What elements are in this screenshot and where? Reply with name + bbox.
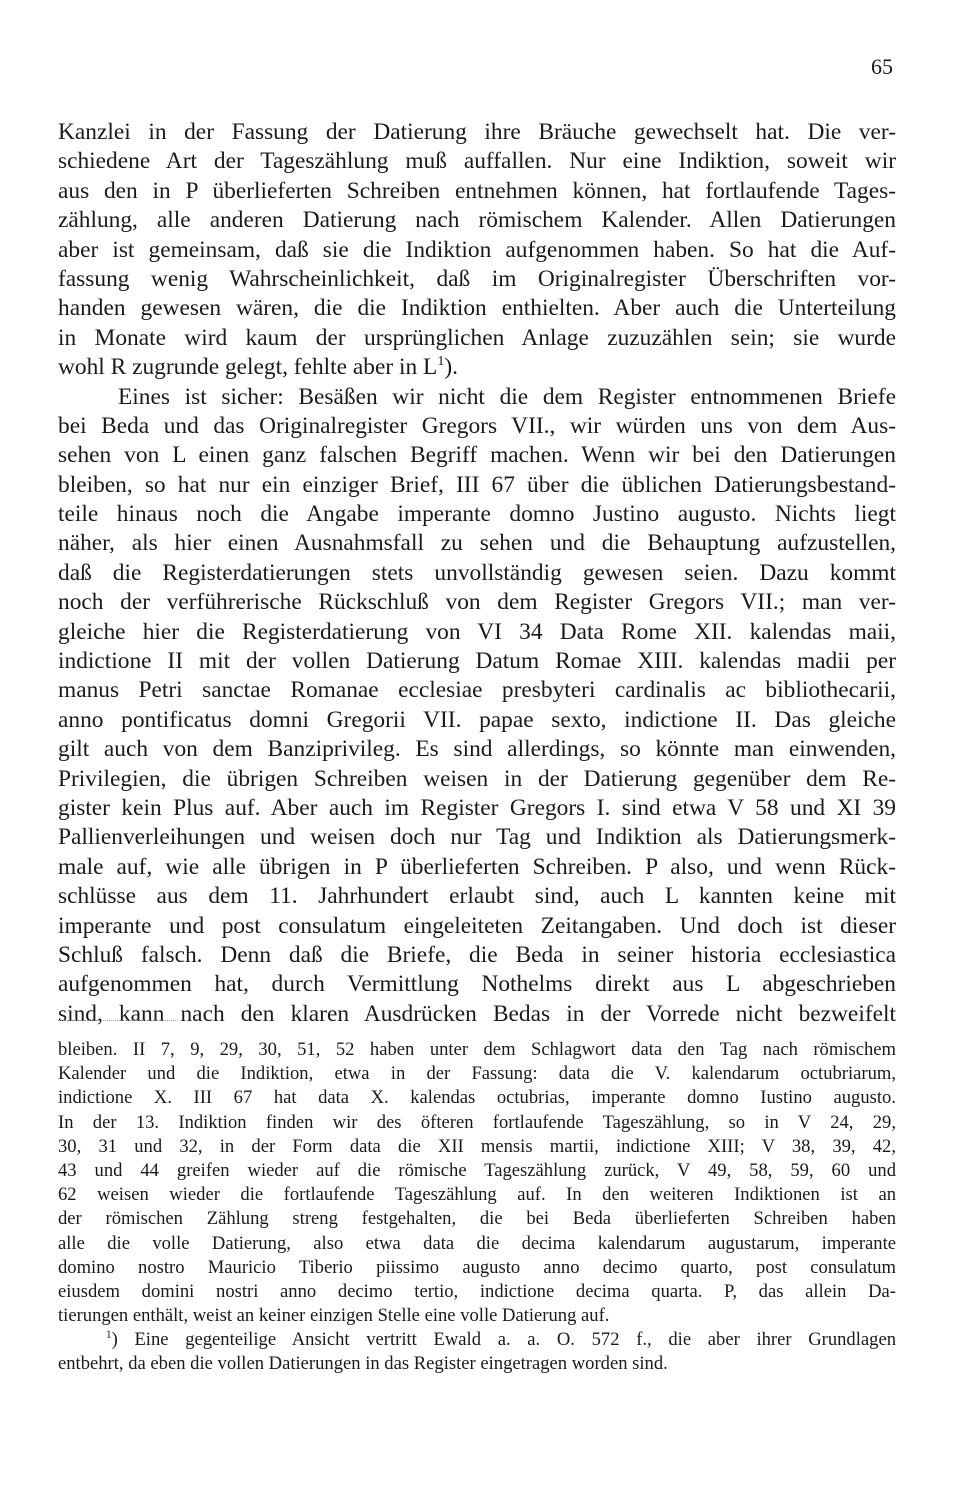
text-line: sind, kann nach den klaren Ausdrücken Bedas in der Vorrede nicht bezweifelt — [58, 1000, 896, 1027]
text-line: gilt auch von dem Banziprivileg. Es sind allerdings, so könnte man einwenden, — [58, 736, 896, 763]
footnote-1-line: entbehrt, da eben die vollen Datierungen in das Register eingetragen worden sind. — [58, 1353, 668, 1375]
text-line: fassung wenig Wahrscheinlichkeit, daß im Originalregister Überschriften vor- — [58, 265, 896, 292]
text-line: aufgenommen hat, durch Vermittlung Nothelms direkt aus L abgeschrieben — [58, 971, 896, 998]
text-line: schiedene Art der Tageszählung muß auffallen. Nur eine Indiktion, soweit wir — [58, 148, 896, 175]
footnote-separator — [58, 1020, 178, 1023]
text-line: indictione II mit der vollen Datierung Datum Romae XIII. kalendas madii per — [58, 648, 896, 675]
text-line: näher, als hier einen Ausnahmsfall zu sehen und die Behauptung aufzustellen, — [58, 530, 896, 557]
text-fragment: ). — [444, 354, 458, 381]
text-line: gleiche hier die Registerdatierung von VI 34 Data Rome XII. kalendas maii, — [58, 618, 896, 645]
text-line: imperante und post consulatum eingeleiteten Zeitangaben. Und doch ist dieser — [58, 912, 896, 939]
footnote-line: Kalender und die Indiktion, etwa in der Fassung: data die V. kalendarum octubriarum, — [58, 1063, 896, 1085]
footnote-line: alle die volle Datierung, also etwa data die decima kalendarum augustarum, imperante — [58, 1232, 896, 1254]
text-line: Privilegien, die übrigen Schreiben weisen in der Datierung gegenüber dem Re- — [58, 765, 896, 792]
text-line — [58, 353, 896, 382]
page-number: 65 — [871, 54, 893, 79]
footnote-line: bleiben. II 7, 9, 29, 30, 51, 52 haben unter dem Schlagwort data den Tag nach römischem — [58, 1039, 896, 1060]
text-line: sehen von L einen ganz falschen Begriff machen. Wenn wir bei den Datierungen — [58, 442, 896, 469]
footnote-line: der römischen Zählung streng festgehalten, die bei Beda überlieferten Schreiben haben — [58, 1208, 896, 1230]
text-line: bei Beda und das Originalregister Gregors VII., wir würden uns von dem Aus- — [58, 412, 896, 439]
text-line: Schluß falsch. Denn daß die Briefe, die Beda in seiner historia ecclesiastica — [58, 941, 896, 968]
footnote-line: 43 und 44 greifen wieder auf die römische Tageszählung zurück, V 49, 58, 59, 60 und — [58, 1159, 896, 1181]
footnote-line: tierungen enthält, weist an keiner einzigen Stelle eine volle Datierung auf. — [58, 1305, 610, 1327]
text-line: handen gewesen wären, die die Indiktion enthielten. Aber auch die Unterteilung — [58, 295, 896, 322]
text-line: aus den in P überlieferten Schreiben entnehmen können, hat fortlaufende Tages- — [58, 177, 896, 204]
text-line: noch der verführerische Rückschluß von dem Register Gregors VII.; man ver- — [58, 589, 896, 616]
text-fragment: wohl R zugrunde gelegt, fehlte aber in L — [58, 354, 438, 381]
main-text — [58, 118, 896, 1029]
footnote-marker: 1 — [106, 1329, 112, 1342]
footnote-line: 30, 31 und 32, in der Form data die XII mensis martii, indictione XIII; V 38, 39, 42, — [58, 1135, 896, 1157]
text-line: Kanzlei in der Fassung der Datierung ihre Bräuche gewechselt hat. Die ver- — [58, 119, 896, 145]
footnote-line: 62 weisen wieder die fortlaufende Tageszählung auf. In den weiteren Indiktionen ist an — [58, 1184, 896, 1206]
text-line: manus Petri sanctae Romanae ecclesiae presbyteri cardinalis ac bibliothecarii, — [58, 677, 896, 704]
text-line: male auf, wie alle übrigen in P überlieferten Schreiben. P also, und wenn Rück- — [58, 853, 896, 880]
footnotes — [58, 1038, 896, 1377]
footnote-ref[interactable]: 1 — [437, 353, 445, 370]
footnote-line: In der 13. Indiktion finden wir des öfteren fortlaufende Tageszählung, so in V 24, 29, — [58, 1111, 896, 1133]
text-line: aber ist gemeinsam, daß sie die Indiktion aufgenommen haben. So hat die Auf- — [58, 236, 896, 263]
footnote-line: eiusdem domini nostri anno decimo tertio, indictione decima quarta. P, das allein Da- — [58, 1280, 896, 1302]
text-line: Pallienverleihungen und weisen doch nur Tag und Indiktion als Datierungsmerk- — [58, 824, 896, 851]
text-line: in Monate wird kaum der ursprünglichen Anlage zuzuzählen sein; sie wurde — [58, 324, 896, 351]
text-line: zählung, alle anderen Datierung nach römischem Kalender. Allen Datierungen — [58, 207, 896, 234]
text-line: bleiben, so hat nur ein einziger Brief, III 67 über die üblichen Datierungsbestand- — [58, 471, 896, 498]
footnote-line: indictione X. III 67 hat data X. kalendas octubrias, imperante domno Iustino augusto. — [58, 1087, 896, 1109]
text-fragment: ) Eine gegenteilige Ansicht vertritt Ewald a. a. O. 572 f., die aber ihrer Grundlagen — [111, 1329, 896, 1351]
text-line: Eines ist sicher: Besäßen wir nicht die dem Register entnommenen Briefe — [118, 383, 896, 410]
footnote-1-line — [58, 1328, 896, 1352]
text-line: anno pontificatus domni Gregorii VII. papae sexto, indictione II. Das gleiche — [58, 706, 896, 733]
footnote-line: domino nostro Mauricio Tiberio piissimo augusto anno decimo quarto, post consulatum — [58, 1256, 896, 1278]
text-line: daß die Registerdatierungen stets unvollständig gewesen seien. Dazu kommt — [58, 559, 896, 586]
text-line: schlüsse aus dem 11. Jahrhundert erlaubt sind, auch L kannten keine mit — [58, 883, 896, 910]
text-line: teile hinaus noch die Angabe imperante domno Justino augusto. Nichts liegt — [58, 501, 896, 528]
text-line: gister kein Plus auf. Aber auch im Register Gregors I. sind etwa V 58 und XI 39 — [58, 794, 896, 821]
